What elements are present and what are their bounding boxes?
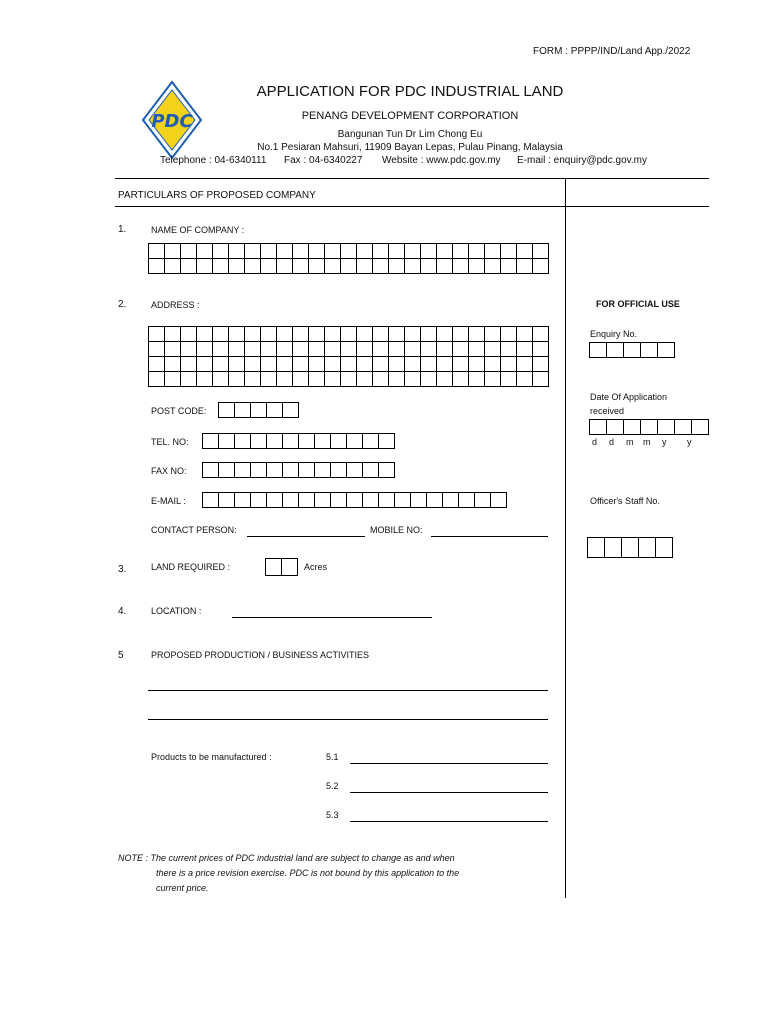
input-box[interactable] — [299, 463, 315, 478]
input-box[interactable] — [533, 357, 549, 372]
input-box[interactable] — [229, 342, 245, 357]
enquiry-label: Enquiry No. — [590, 329, 638, 339]
input-box[interactable] — [389, 372, 405, 387]
input-box[interactable] — [658, 343, 675, 358]
postcode-boxes[interactable] — [218, 402, 299, 418]
input-box[interactable] — [181, 327, 197, 342]
land-required-boxes[interactable] — [265, 558, 298, 576]
date-format-m1: m — [626, 437, 634, 447]
building-name: Bangunan Tun Dr Lim Chong Eu — [337, 129, 483, 140]
official-column-divider — [565, 178, 566, 898]
input-box[interactable] — [325, 342, 341, 357]
input-box[interactable] — [469, 357, 485, 372]
input-box[interactable] — [261, 357, 277, 372]
input-box[interactable] — [389, 342, 405, 357]
acres-label: Acres — [304, 562, 328, 572]
input-box[interactable] — [165, 357, 181, 372]
input-box[interactable] — [405, 244, 421, 259]
input-box[interactable] — [373, 372, 389, 387]
input-box[interactable] — [517, 327, 533, 342]
input-box[interactable] — [181, 244, 197, 259]
contact-person-field[interactable] — [247, 536, 365, 537]
input-box[interactable] — [639, 538, 656, 558]
input-box[interactable] — [411, 493, 427, 508]
input-box[interactable] — [641, 420, 658, 435]
mobile-field[interactable] — [431, 536, 548, 537]
input-box[interactable] — [427, 493, 443, 508]
input-box[interactable] — [389, 244, 405, 259]
input-box[interactable] — [405, 342, 421, 357]
input-box[interactable] — [213, 244, 229, 259]
input-box[interactable] — [485, 244, 501, 259]
input-box[interactable] — [219, 434, 235, 449]
input-box[interactable] — [229, 259, 245, 274]
date-label: Date Of Application — [590, 392, 668, 402]
input-box[interactable] — [261, 244, 277, 259]
input-box[interactable] — [437, 327, 453, 342]
input-box[interactable] — [213, 357, 229, 372]
input-box[interactable] — [315, 463, 331, 478]
input-box[interactable] — [357, 372, 373, 387]
input-box[interactable] — [533, 342, 549, 357]
input-box[interactable] — [267, 434, 283, 449]
fax-label: FAX NO: — [151, 466, 187, 476]
form-code: FORM : PPPP/IND/Land App./2022 — [533, 46, 691, 57]
date-boxes[interactable] — [589, 419, 709, 435]
input-box[interactable] — [588, 538, 605, 558]
input-box[interactable] — [197, 372, 213, 387]
input-box[interactable] — [373, 259, 389, 274]
input-box[interactable] — [459, 493, 475, 508]
input-box[interactable] — [624, 343, 641, 358]
input-box[interactable] — [149, 244, 165, 259]
input-box[interactable] — [379, 434, 395, 449]
product-field-3[interactable] — [350, 821, 548, 822]
section-divider — [115, 206, 709, 207]
input-box[interactable] — [347, 463, 363, 478]
input-box[interactable] — [607, 420, 624, 435]
input-box[interactable] — [213, 327, 229, 342]
activities-label: PROPOSED PRODUCTION / BUSINESS ACTIVITIES — [151, 650, 370, 660]
input-box[interactable] — [453, 327, 469, 342]
input-box[interactable] — [347, 434, 363, 449]
input-box[interactable] — [421, 372, 437, 387]
input-box[interactable] — [213, 259, 229, 274]
address-boxes[interactable] — [148, 326, 549, 387]
input-box[interactable] — [437, 357, 453, 372]
input-box[interactable] — [405, 259, 421, 274]
telephone: Telephone : 04-6340111 — [160, 155, 267, 166]
input-box[interactable] — [219, 493, 235, 508]
tel-label: TEL. NO: — [151, 437, 189, 447]
date-label-received: received — [590, 406, 625, 416]
input-box[interactable] — [315, 434, 331, 449]
email-label: E-MAIL : — [151, 496, 186, 506]
input-box[interactable] — [229, 372, 245, 387]
org-name: PENANG DEVELOPMENT CORPORATION — [301, 110, 519, 122]
input-box[interactable] — [283, 493, 299, 508]
input-box[interactable] — [605, 538, 622, 558]
input-box[interactable] — [325, 259, 341, 274]
contact-person-label: CONTACT PERSON: — [151, 525, 237, 535]
input-box[interactable] — [165, 327, 181, 342]
input-box[interactable] — [341, 372, 357, 387]
product-number: 5.2 — [326, 781, 339, 791]
input-box[interactable] — [675, 420, 692, 435]
input-box[interactable] — [341, 244, 357, 259]
input-box[interactable] — [469, 342, 485, 357]
input-box[interactable] — [267, 463, 283, 478]
input-box[interactable] — [379, 493, 395, 508]
input-box[interactable] — [517, 342, 533, 357]
email: E-mail : enquiry@pdc.gov.my — [517, 155, 648, 166]
input-box[interactable] — [203, 434, 219, 449]
item-number: 5 — [118, 650, 124, 661]
note-line-3: current price. — [156, 883, 209, 893]
input-box[interactable] — [149, 357, 165, 372]
input-box[interactable] — [405, 372, 421, 387]
input-box[interactable] — [341, 327, 357, 342]
product-number: 5.1 — [326, 752, 339, 762]
input-box[interactable] — [197, 342, 213, 357]
input-box[interactable] — [261, 372, 277, 387]
input-box[interactable] — [277, 327, 293, 342]
input-box[interactable] — [309, 259, 325, 274]
input-box[interactable] — [219, 463, 235, 478]
input-box[interactable] — [421, 244, 437, 259]
input-box[interactable] — [469, 259, 485, 274]
input-box[interactable] — [197, 244, 213, 259]
input-box[interactable] — [357, 357, 373, 372]
input-box[interactable] — [475, 493, 491, 508]
date-format-m2: m — [643, 437, 651, 447]
input-box[interactable] — [357, 259, 373, 274]
input-box[interactable] — [363, 434, 379, 449]
input-box[interactable] — [395, 493, 411, 508]
input-box[interactable] — [181, 372, 197, 387]
input-box[interactable] — [373, 342, 389, 357]
input-box[interactable] — [624, 420, 641, 435]
input-box[interactable] — [251, 463, 267, 478]
input-box[interactable] — [277, 357, 293, 372]
input-box[interactable] — [453, 372, 469, 387]
input-box[interactable] — [517, 259, 533, 274]
input-box[interactable] — [341, 342, 357, 357]
input-box[interactable] — [331, 493, 347, 508]
input-box[interactable] — [245, 244, 261, 259]
input-box[interactable] — [590, 343, 607, 358]
input-box[interactable] — [485, 259, 501, 274]
input-box[interactable] — [421, 259, 437, 274]
input-box[interactable] — [357, 327, 373, 342]
input-box[interactable] — [165, 244, 181, 259]
input-box[interactable] — [235, 463, 251, 478]
input-box[interactable] — [469, 327, 485, 342]
input-box[interactable] — [373, 244, 389, 259]
input-box[interactable] — [501, 244, 517, 259]
input-box[interactable] — [229, 357, 245, 372]
date-format-y1: y — [662, 437, 667, 447]
input-box[interactable] — [197, 357, 213, 372]
input-box[interactable] — [245, 372, 261, 387]
input-box[interactable] — [282, 559, 298, 576]
input-box[interactable] — [453, 259, 469, 274]
staff-boxes[interactable] — [587, 537, 673, 558]
item-number: 3. — [118, 564, 127, 575]
input-box[interactable] — [517, 372, 533, 387]
input-box[interactable] — [325, 327, 341, 342]
input-box[interactable] — [267, 493, 283, 508]
tel-boxes[interactable] — [202, 433, 395, 449]
input-box[interactable] — [341, 259, 357, 274]
input-box[interactable] — [299, 434, 315, 449]
input-box[interactable] — [501, 372, 517, 387]
input-box[interactable] — [421, 357, 437, 372]
enquiry-boxes[interactable] — [589, 342, 675, 358]
item-number: 1. — [118, 224, 127, 235]
official-use-title: FOR OFFICIAL USE — [596, 299, 680, 309]
website: Website : www.pdc.gov.my — [382, 155, 501, 166]
item-number: 4. — [118, 606, 127, 617]
input-box[interactable] — [421, 342, 437, 357]
input-box[interactable] — [283, 434, 299, 449]
location-field[interactable] — [232, 617, 432, 618]
input-box[interactable] — [245, 357, 261, 372]
products-label: Products to be manufactured : — [151, 752, 272, 762]
note-line-2: there is a price revision exercise. PDC is not bound by this application to the — [156, 868, 460, 878]
input-box[interactable] — [165, 259, 181, 274]
input-box[interactable] — [293, 259, 309, 274]
input-box[interactable] — [283, 463, 299, 478]
date-format-d2: d — [609, 437, 615, 447]
input-box[interactable] — [641, 343, 658, 358]
input-box[interactable] — [501, 357, 517, 372]
input-box[interactable] — [491, 493, 507, 508]
form-title: APPLICATION FOR PDC INDUSTRIAL LAND — [256, 83, 564, 100]
mobile-label: MOBILE NO: — [370, 525, 423, 535]
input-box[interactable] — [363, 463, 379, 478]
input-box[interactable] — [363, 493, 379, 508]
input-box[interactable] — [405, 357, 421, 372]
input-box[interactable] — [267, 403, 283, 418]
input-box[interactable] — [245, 342, 261, 357]
input-box[interactable] — [277, 372, 293, 387]
input-box[interactable] — [469, 244, 485, 259]
input-box[interactable] — [197, 259, 213, 274]
input-box[interactable] — [266, 559, 282, 576]
input-box[interactable] — [325, 357, 341, 372]
company-name-boxes[interactable] — [148, 243, 549, 274]
input-box[interactable] — [245, 259, 261, 274]
input-box[interactable] — [331, 463, 347, 478]
input-box[interactable] — [331, 434, 347, 449]
input-box[interactable] — [325, 244, 341, 259]
input-box[interactable] — [293, 342, 309, 357]
input-box[interactable] — [341, 357, 357, 372]
input-box[interactable] — [283, 403, 299, 418]
input-box[interactable] — [373, 327, 389, 342]
input-box[interactable] — [325, 372, 341, 387]
fax: Fax : 04-6340227 — [284, 155, 363, 166]
input-box[interactable] — [309, 342, 325, 357]
input-box[interactable] — [203, 493, 219, 508]
input-box[interactable] — [149, 259, 165, 274]
postcode-label: POST CODE: — [151, 406, 207, 416]
input-box[interactable] — [251, 434, 267, 449]
input-box[interactable] — [437, 259, 453, 274]
input-box[interactable] — [405, 327, 421, 342]
input-box[interactable] — [277, 342, 293, 357]
input-box[interactable] — [485, 357, 501, 372]
input-box[interactable] — [165, 372, 181, 387]
activities-line-1[interactable] — [148, 690, 548, 691]
input-box[interactable] — [181, 357, 197, 372]
input-box[interactable] — [293, 244, 309, 259]
input-box[interactable] — [656, 538, 673, 558]
input-box[interactable] — [453, 244, 469, 259]
input-box[interactable] — [235, 403, 251, 418]
input-box[interactable] — [533, 327, 549, 342]
product-number: 5.3 — [326, 810, 339, 820]
input-box[interactable] — [245, 327, 261, 342]
input-box[interactable] — [261, 327, 277, 342]
input-box[interactable] — [251, 403, 267, 418]
location-label: LOCATION : — [151, 606, 202, 616]
product-field-2[interactable] — [350, 792, 548, 793]
logo-text: PDC — [151, 111, 193, 132]
input-box[interactable] — [501, 342, 517, 357]
date-format-d1: d — [592, 437, 598, 447]
input-box[interactable] — [443, 493, 459, 508]
input-box[interactable] — [379, 463, 395, 478]
input-box[interactable] — [165, 342, 181, 357]
input-box[interactable] — [309, 244, 325, 259]
input-box[interactable] — [607, 343, 624, 358]
input-box[interactable] — [590, 420, 607, 435]
note-line-1: NOTE : The current prices of PDC industrial land are subject to change as and when — [118, 853, 455, 863]
input-box[interactable] — [277, 259, 293, 274]
input-box[interactable] — [309, 357, 325, 372]
input-box[interactable] — [389, 259, 405, 274]
input-box[interactable] — [219, 403, 235, 418]
input-box[interactable] — [437, 372, 453, 387]
input-box[interactable] — [437, 244, 453, 259]
input-box[interactable] — [229, 327, 245, 342]
input-box[interactable] — [261, 342, 277, 357]
input-box[interactable] — [658, 420, 675, 435]
address-label: ADDRESS : — [151, 300, 200, 310]
input-box[interactable] — [533, 372, 549, 387]
input-box[interactable] — [149, 372, 165, 387]
input-box[interactable] — [309, 327, 325, 342]
input-box[interactable] — [293, 372, 309, 387]
input-box[interactable] — [485, 327, 501, 342]
activities-line-2[interactable] — [148, 719, 548, 720]
input-box[interactable] — [293, 327, 309, 342]
input-box[interactable] — [453, 357, 469, 372]
header-divider — [115, 178, 709, 179]
input-box[interactable] — [229, 244, 245, 259]
item-number: 2. — [118, 299, 127, 310]
section-title: PARTICULARS OF PROPOSED COMPANY — [118, 190, 316, 201]
input-box[interactable] — [213, 342, 229, 357]
input-box[interactable] — [357, 342, 373, 357]
input-box[interactable] — [421, 327, 437, 342]
input-box[interactable] — [251, 493, 267, 508]
input-box[interactable] — [293, 357, 309, 372]
input-box[interactable] — [389, 327, 405, 342]
input-box[interactable] — [277, 244, 293, 259]
input-box[interactable] — [485, 342, 501, 357]
input-box[interactable] — [373, 357, 389, 372]
input-box[interactable] — [501, 259, 517, 274]
org-address: No.1 Pesiaran Mahsuri, 11909 Bayan Lepas, Pulau Pinang, Malaysia — [257, 142, 563, 153]
input-box[interactable] — [235, 434, 251, 449]
input-box[interactable] — [309, 372, 325, 387]
input-box[interactable] — [437, 342, 453, 357]
input-box[interactable] — [357, 244, 373, 259]
input-box[interactable] — [181, 342, 197, 357]
input-box[interactable] — [692, 420, 709, 435]
input-box[interactable] — [149, 342, 165, 357]
input-box[interactable] — [469, 372, 485, 387]
input-box[interactable] — [389, 357, 405, 372]
product-field-1[interactable] — [350, 763, 548, 764]
input-box[interactable] — [149, 327, 165, 342]
input-box[interactable] — [299, 493, 315, 508]
email-boxes[interactable] — [202, 492, 507, 508]
staff-label: Officer's Staff No. — [590, 496, 660, 506]
input-box[interactable] — [235, 493, 251, 508]
input-box[interactable] — [347, 493, 363, 508]
input-box[interactable] — [203, 463, 219, 478]
input-box[interactable] — [181, 259, 197, 274]
input-box[interactable] — [533, 259, 549, 274]
input-box[interactable] — [517, 244, 533, 259]
fax-boxes[interactable] — [202, 462, 395, 478]
input-box[interactable] — [261, 259, 277, 274]
input-box[interactable] — [197, 327, 213, 342]
company-name-label: NAME OF COMPANY : — [151, 225, 245, 235]
input-box[interactable] — [453, 342, 469, 357]
input-box[interactable] — [517, 357, 533, 372]
input-box[interactable] — [485, 372, 501, 387]
input-box[interactable] — [213, 372, 229, 387]
input-box[interactable] — [501, 327, 517, 342]
land-required-label: LAND REQUIRED : — [151, 562, 231, 572]
input-box[interactable] — [533, 244, 549, 259]
input-box[interactable] — [315, 493, 331, 508]
date-format-y2: y — [687, 437, 692, 447]
input-box[interactable] — [622, 538, 639, 558]
